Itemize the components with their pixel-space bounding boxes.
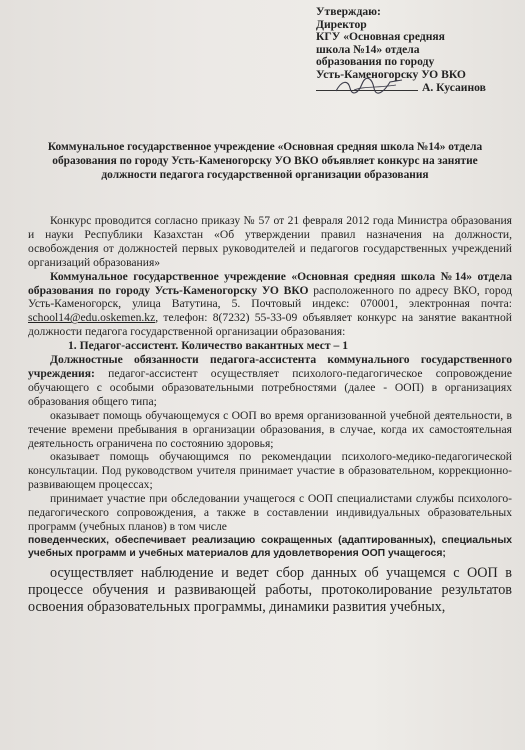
paragraph-assist-lessons: оказывает помощь обучающемуся с ООП во время организованной учебной деятельности, в течение времени пребывания в организации образования, в случае, когда их самостоятельная деятельность ограничена по состоянию здоровья;: [28, 408, 512, 450]
paragraph-announcement: [28, 270, 512, 340]
approval-position: Директор: [316, 17, 367, 31]
paragraph-duties: [28, 353, 512, 409]
paragraph-examination-continued: поведенческих, обеспечивает реализацию сокращенных (адаптированных), специальных учебных программ и учебных материалов для удовлетворения ООП учащегося;: [28, 534, 512, 560]
vacancy-heading: 1. Педагог-ассистент. Количество вакантных мест – 1: [68, 339, 348, 353]
handwritten-signature: [334, 76, 404, 96]
paragraph-legal-basis: Конкурс проводится согласно приказу № 57 от 21 февраля 2012 года Министра образования и науки Республики Казахстан «Об утверждении правил назначения на должности, освобождения от должностей первых руководителей и педагогов государственных учреждений организаций образования»: [28, 214, 512, 269]
approval-org-line-1: КГУ «Основная средняя: [316, 30, 445, 44]
paragraph-examination: принимает участие при обследовании учащегося с ООП специалистами службы психолого-педагогического сопровождения, а также в составлении индивидуальных образовательных программ (учебных планов) в том числе: [28, 492, 512, 533]
paragraph-assist-consultation: оказывает помощь обучающимся по рекомендации психолого-медико-педагогической консультации. Под руководством учителя принимает участие в образовательном, коррекционно-развивающем процессах;: [28, 450, 512, 492]
duties-heading: Должностные обязанности педагога-ассистента коммунального государственного учреждения:: [28, 353, 512, 380]
signer-name: А. Кусаинов: [422, 80, 486, 94]
document-body: [28, 214, 512, 617]
approval-org-line-3: образования по городу: [316, 55, 435, 69]
paragraph-observation: осуществляет наблюдение и ведет сбор данных об учащемся с ООП в процессе обучения и развивающей работы, протоколирование результатов освоения образовательных программы, динамики развития учебных,: [28, 564, 512, 616]
email-link[interactable]: school14@edu.oskemen.kz: [28, 311, 156, 325]
approval-heading: Утверждаю:: [316, 5, 381, 18]
organization-name: Коммунальное государственное учреждение «Основная средняя школа №14» отдела образования по городу Усть-Каменогорску УО ВКО: [28, 269, 512, 297]
duties-text: педагог-ассистент осуществляет психолого-педагогическое сопровождение обучающего с особыми образовательными потребностями (далее - ООП) в организациях образования общего типа;: [28, 366, 512, 408]
address-text: расположенного по адресу ВКО, город Усть-Каменогорск, улица Ватутина, 5. Почтовый индекс: 070001, электронная почта:: [28, 283, 512, 311]
approval-org-line-2: школа №14» отдела: [316, 42, 420, 56]
signature-row: [316, 82, 516, 95]
document-title: Коммунальное государственное учреждение «Основная средняя школа №14» отдела образования по городу Усть-Каменогорску УО ВКО объявляет конкурс на занятие должности педагога государственной организации образования: [47, 141, 483, 182]
phone-text: , телефон: 8(7232) 55-33-09 объявляет конкурс на занятие вакантной должности педагога государственной организации образования:: [28, 311, 512, 339]
approval-block: [316, 6, 516, 94]
approval-org-line-4: Усть-Каменогорску УО ВКО: [316, 67, 466, 81]
